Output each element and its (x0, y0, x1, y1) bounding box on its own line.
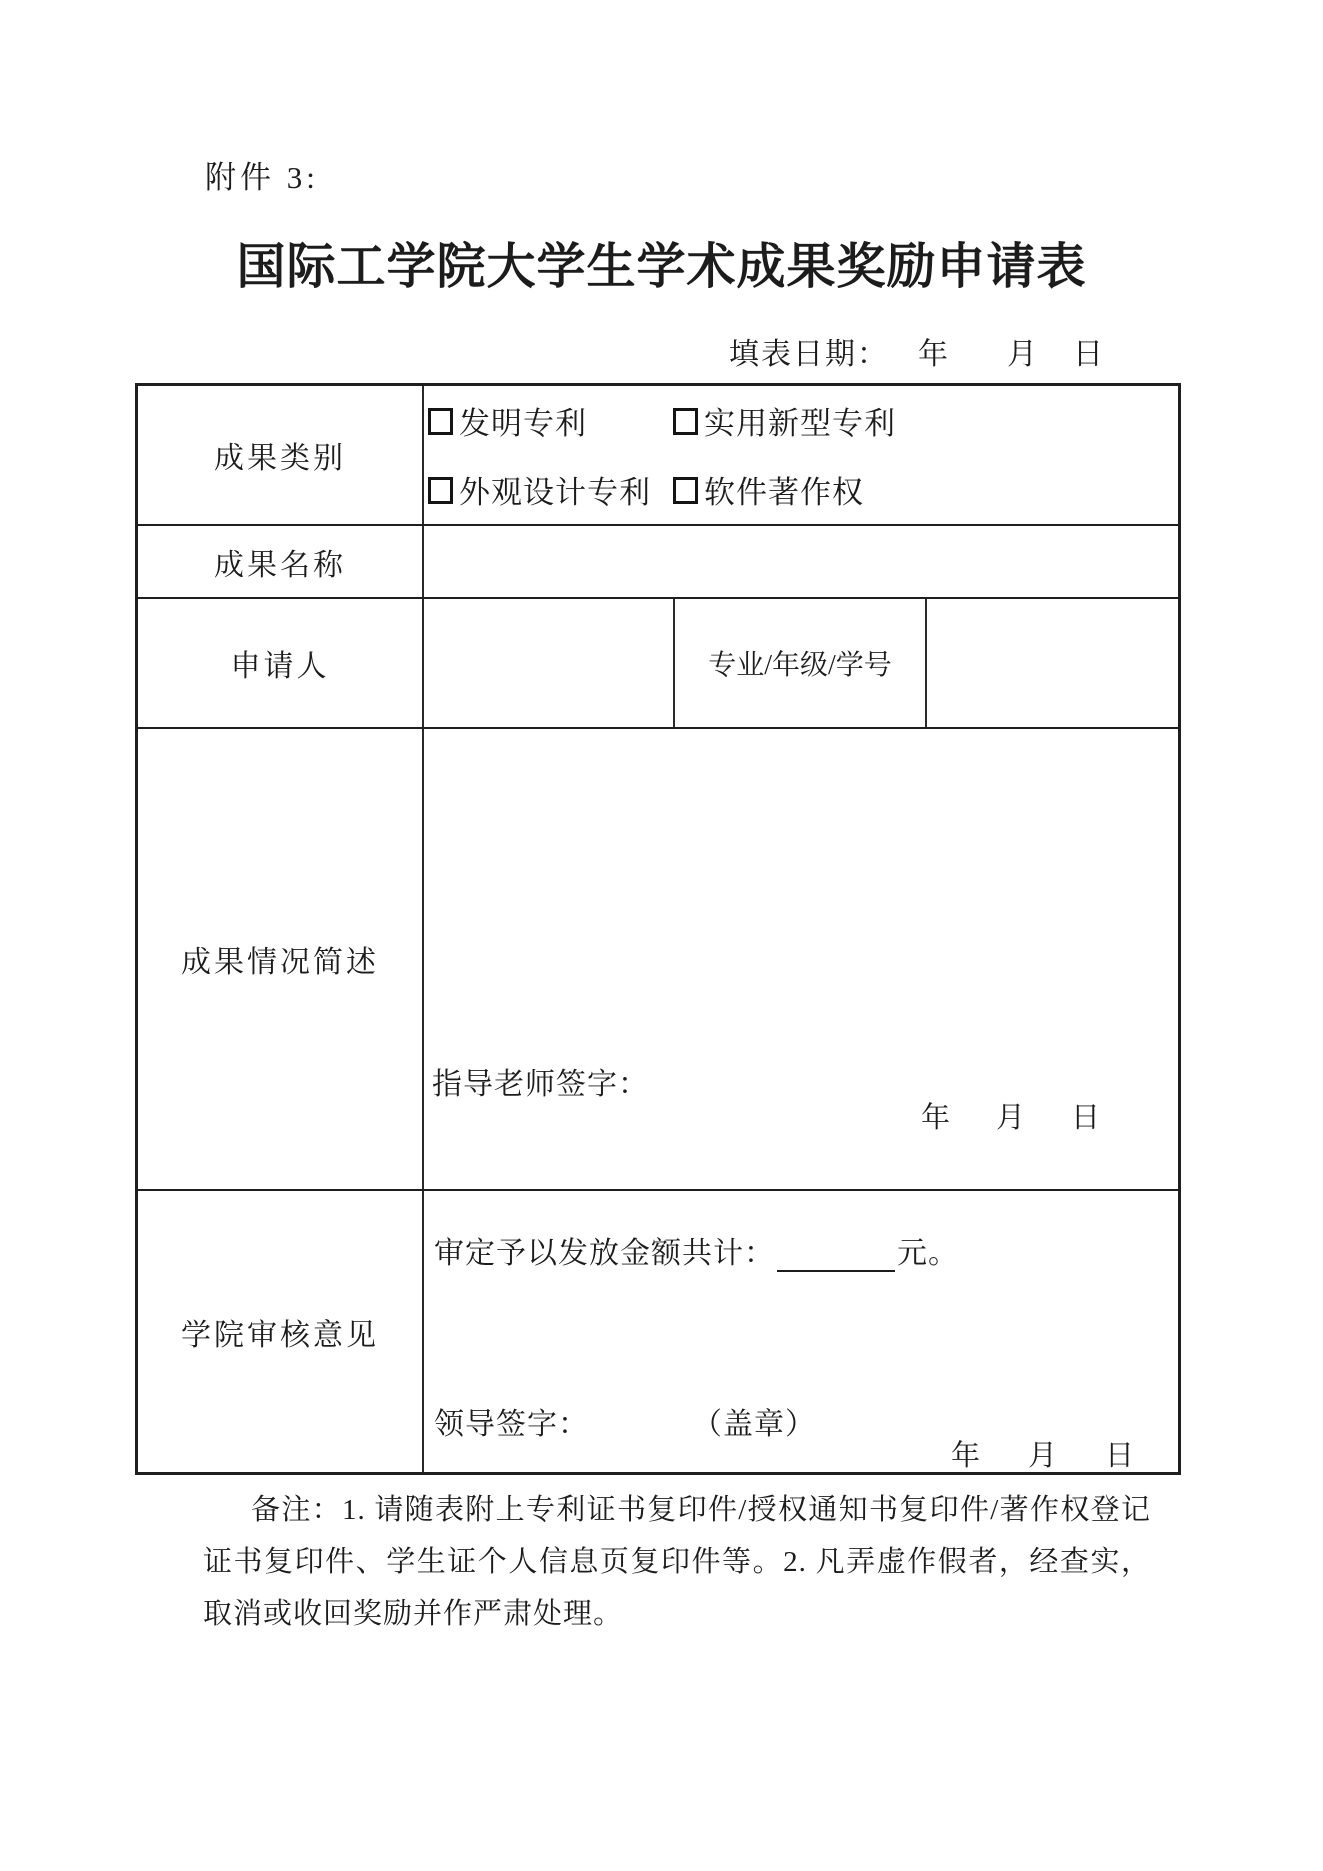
fill-date-line (0, 329, 1323, 369)
day-label: 日 (1070, 1102, 1100, 1134)
checkbox-line-1 (428, 398, 1178, 443)
review-date (951, 1433, 1134, 1474)
year-label: 年 (950, 1440, 980, 1472)
achievement-name-label: 成果名称 (138, 526, 424, 597)
page-title: 国际工学院大学生学术成果奖励申请表 (236, 239, 1087, 294)
summary-row-label: 成果情况简述 (138, 729, 424, 1189)
checkbox-label: 实用新型专利 (704, 406, 896, 441)
checkbox-label: 发明专利 (459, 406, 587, 441)
achievement-name-input-cell[interactable] (424, 526, 1178, 597)
amount-blank-field[interactable] (777, 1240, 895, 1272)
checkbox-label: 外观设计专利 (459, 475, 651, 510)
fill-date-day: 日 (1073, 338, 1103, 371)
checkbox-icon[interactable] (428, 477, 453, 504)
approved-amount-label: 审定予以发放金额共计： (434, 1237, 775, 1270)
checkbox-option-software-copyright[interactable] (673, 467, 864, 512)
month-label: 月 (1027, 1440, 1057, 1472)
applicant-input-cell[interactable] (424, 599, 675, 727)
checkbox-label: 软件著作权 (704, 475, 864, 510)
checkbox-line-2 (428, 467, 1178, 512)
table-row-achievement-name (138, 526, 1178, 599)
attachment-label: 附件 3: (205, 160, 319, 195)
checkbox-icon[interactable] (673, 477, 698, 504)
category-row-label: 成果类别 (138, 386, 424, 524)
fill-date-label: 填表日期： (729, 338, 889, 371)
seal-label: （盖章） (707, 1408, 816, 1441)
category-options-cell (424, 386, 1178, 524)
review-row-label: 学院审核意见 (138, 1191, 424, 1472)
day-label: 日 (1104, 1440, 1134, 1472)
checkbox-icon[interactable] (673, 408, 698, 435)
applicant-label: 申请人 (138, 599, 424, 727)
month-label: 月 (995, 1102, 1025, 1134)
summary-input-cell[interactable] (424, 729, 1178, 1189)
advisor-signature-date (921, 1095, 1100, 1136)
major-grade-id-input-cell[interactable] (927, 599, 1178, 727)
amount-unit-label: 元。 (897, 1237, 959, 1270)
leader-signature-label: 领导签字： (434, 1408, 589, 1441)
advisor-signature-label: 指导老师签字： (432, 1068, 649, 1101)
leader-signature-line (434, 1399, 816, 1443)
checkbox-option-design-patent[interactable] (428, 467, 673, 512)
fill-date-month: 月 (1007, 338, 1037, 371)
table-row-college-review (138, 1191, 1178, 1472)
checkbox-option-utility-model-patent[interactable] (673, 398, 896, 443)
application-table (135, 383, 1181, 1475)
approved-amount-line (434, 1228, 959, 1272)
table-row-summary (138, 729, 1178, 1191)
checkbox-option-invention-patent[interactable] (428, 398, 673, 443)
year-label: 年 (920, 1102, 950, 1134)
review-input-cell[interactable] (424, 1191, 1178, 1472)
checkbox-icon[interactable] (428, 408, 453, 435)
fill-date-year: 年 (918, 338, 948, 371)
notes-text: 备注：1. 请随表附上专利证书复印件/授权通知书复印件/著作权登记证书复印件、学生证个人信息页复印件等。2. 凡弄虚作假者，经查实，取消或收回奖励并作严肃处理。 (203, 1494, 1151, 1630)
table-row-category (138, 386, 1178, 526)
major-grade-id-label: 专业/年级/学号 (675, 599, 927, 727)
table-row-applicant (138, 599, 1178, 729)
